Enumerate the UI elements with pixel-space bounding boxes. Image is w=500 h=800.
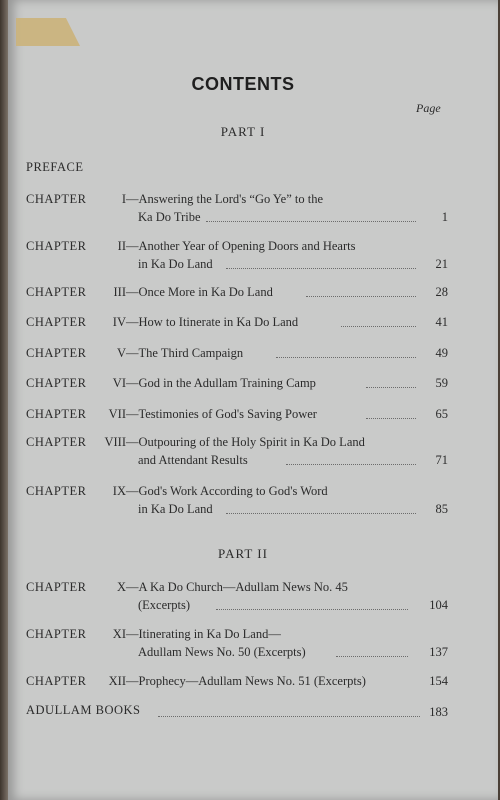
toc-entry-3 bbox=[26, 283, 456, 301]
chapter-numeral: XII bbox=[108, 674, 126, 688]
chapter-numeral: IV bbox=[112, 315, 126, 329]
chapter-word: CHAPTER bbox=[26, 192, 87, 206]
page-number: 59 bbox=[435, 376, 448, 390]
page-number: 28 bbox=[435, 285, 448, 299]
chapter-title: —A Ka Do Church—Adullam News No. 45 bbox=[126, 580, 348, 594]
chapter-word: CHAPTER bbox=[26, 435, 87, 449]
chapter-numeral: XI bbox=[112, 627, 126, 641]
leader-dots bbox=[286, 464, 416, 465]
chapter-title: —God in the Adullam Training Camp bbox=[126, 376, 316, 390]
chapter-title-cont: (Excerpts) bbox=[138, 598, 191, 612]
chapter-numeral: X bbox=[116, 580, 126, 594]
chapter-word: CHAPTER bbox=[26, 407, 87, 421]
toc-entry-10 bbox=[26, 578, 456, 614]
toc-entry-11 bbox=[26, 625, 456, 661]
toc-entry-4 bbox=[26, 313, 456, 331]
chapter-word: CHAPTER bbox=[26, 315, 87, 329]
chapter-numeral: IX bbox=[112, 484, 126, 498]
part-heading-1: PART I bbox=[220, 124, 266, 139]
chapter-title-cont: in Ka Do Land bbox=[138, 257, 213, 271]
toc-entry-9 bbox=[26, 482, 456, 518]
page-number: 41 bbox=[435, 315, 448, 329]
chapter-title: —Prophecy—Adullam News No. 51 (Excerpts) bbox=[126, 674, 366, 688]
leader-dots bbox=[206, 221, 416, 222]
page-number: 154 bbox=[429, 674, 448, 688]
preface-entry: PREFACE bbox=[26, 160, 84, 174]
toc-entry-7 bbox=[26, 405, 456, 423]
leader-dots bbox=[226, 268, 416, 269]
part-heading-2: PART II bbox=[218, 546, 268, 561]
toc-entry-2 bbox=[26, 237, 456, 273]
chapter-word: CHAPTER bbox=[26, 285, 87, 299]
leader-dots bbox=[341, 326, 416, 327]
chapter-title: —Testimonies of God's Saving Power bbox=[126, 407, 317, 421]
chapter-title: —How to Itinerate in Ka Do Land bbox=[126, 315, 299, 329]
chapter-word: CHAPTER bbox=[26, 627, 87, 641]
chapter-word: CHAPTER bbox=[26, 346, 87, 360]
chapter-title: —Another Year of Opening Doors and Hearts bbox=[126, 239, 356, 253]
toc-entry-5 bbox=[26, 344, 456, 362]
chapter-title-cont: Adullam News No. 50 (Excerpts) bbox=[138, 645, 306, 659]
books-page-wrap bbox=[26, 703, 456, 721]
adullam-books-entry: ADULLAM BOOKS bbox=[26, 703, 141, 717]
chapter-title-cont: and Attendant Results bbox=[138, 453, 248, 467]
page-number: 65 bbox=[435, 407, 448, 421]
chapter-title: —Once More in Ka Do Land bbox=[126, 285, 273, 299]
chapter-numeral: VI bbox=[112, 376, 126, 390]
chapter-numeral: I bbox=[121, 192, 126, 206]
paper-tab bbox=[16, 18, 80, 46]
chapter-word: CHAPTER bbox=[26, 580, 87, 594]
page-number: 137 bbox=[429, 645, 448, 659]
chapter-title: —Itinerating in Ka Do Land— bbox=[126, 627, 281, 641]
chapter-word: CHAPTER bbox=[26, 376, 87, 390]
leader-dots bbox=[306, 296, 416, 297]
page-number: 85 bbox=[435, 502, 448, 516]
chapter-numeral: III bbox=[113, 285, 126, 299]
chapter-numeral: II bbox=[117, 239, 126, 253]
page-number: 49 bbox=[435, 346, 448, 360]
chapter-word: CHAPTER bbox=[26, 239, 87, 253]
toc-entry-1 bbox=[26, 190, 456, 226]
page-title: CONTENTS bbox=[191, 74, 295, 94]
chapter-word: CHAPTER bbox=[26, 674, 87, 688]
leader-dots bbox=[336, 656, 408, 657]
chapter-title-cont: Ka Do Tribe bbox=[138, 210, 201, 224]
chapter-word: CHAPTER bbox=[26, 484, 87, 498]
chapter-title: —Outpouring of the Holy Spirit in Ka Do Land bbox=[126, 435, 365, 449]
chapter-title: —God's Work According to God's Word bbox=[126, 484, 328, 498]
toc-entry-6 bbox=[26, 374, 456, 392]
chapter-title: —The Third Campaign bbox=[126, 346, 244, 360]
chapter-title: —Answering the Lord's “Go Ye” to the bbox=[126, 192, 324, 206]
page-number: 1 bbox=[441, 210, 448, 224]
page-column-label: Page bbox=[416, 101, 441, 115]
page-number: 183 bbox=[429, 705, 448, 719]
toc-entry-12 bbox=[26, 672, 456, 690]
page-number: 21 bbox=[435, 257, 448, 271]
leader-dots bbox=[226, 513, 416, 514]
contents-page bbox=[8, 0, 498, 800]
leader-dots bbox=[276, 357, 416, 358]
chapter-numeral: V bbox=[116, 346, 126, 360]
chapter-numeral: VIII bbox=[104, 435, 126, 449]
page-number: 104 bbox=[429, 598, 448, 612]
leader-dots bbox=[216, 609, 408, 610]
chapter-numeral: VII bbox=[108, 407, 126, 421]
chapter-title-cont: in Ka Do Land bbox=[138, 502, 213, 516]
toc-entry-8 bbox=[26, 433, 456, 469]
page-number: 71 bbox=[435, 453, 448, 467]
